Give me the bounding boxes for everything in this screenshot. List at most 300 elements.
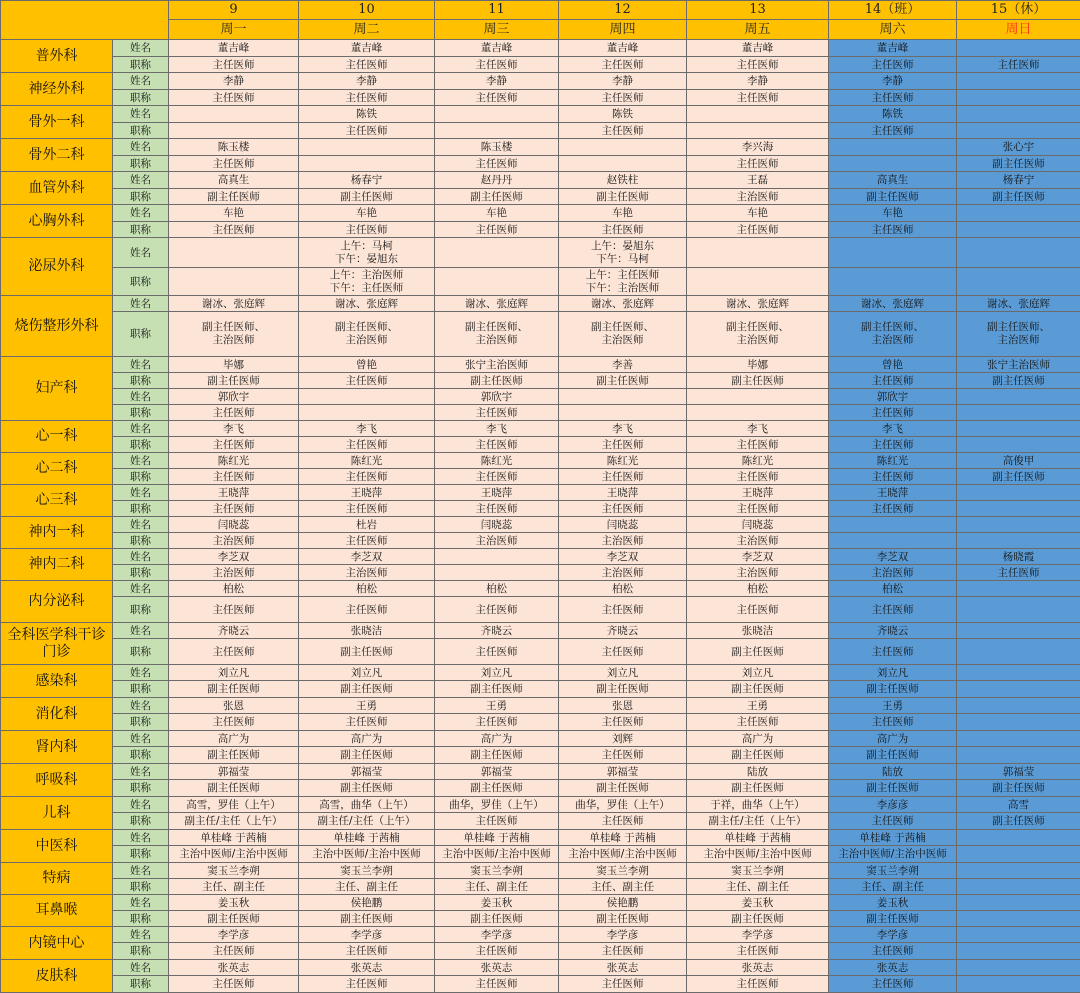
table-row	[1, 581, 1080, 597]
doctor-title-cell	[559, 405, 687, 421]
doctor-name-cell: 杨晓霞	[957, 549, 1080, 565]
table-row	[1, 501, 1080, 517]
doctor-name-cell: 闫晓蕊	[169, 517, 299, 533]
table-row	[1, 681, 1080, 698]
name-row-label: 姓名	[113, 698, 169, 714]
name-row-label: 姓名	[113, 581, 169, 597]
doctor-name-cell: 郭欣宇	[829, 389, 957, 405]
doctor-name-cell: 上午：马柯 下午：晏旭东	[299, 238, 435, 268]
table-row	[1, 698, 1080, 714]
doctor-title-cell: 主任医师	[559, 90, 687, 106]
date-header-6: 15（休）	[957, 1, 1080, 20]
name-row-label: 姓名	[113, 731, 169, 747]
table-row	[1, 90, 1080, 106]
doctor-title-cell: 主治医师	[169, 533, 299, 549]
doctor-title-cell: 主治医师	[687, 189, 829, 205]
doctor-name-cell: 李芝双	[559, 549, 687, 565]
doctor-name-cell	[559, 139, 687, 156]
doctor-title-cell: 副主任医师	[169, 373, 299, 389]
doctor-name-cell: 李静	[435, 73, 559, 90]
weekday-header-2: 周三	[435, 20, 559, 40]
doctor-title-cell: 副主任医师	[687, 747, 829, 764]
doctor-name-cell: 谢冰、张庭辉	[687, 296, 829, 312]
doctor-title-cell	[687, 268, 829, 296]
doctor-title-cell: 主任医师	[299, 57, 435, 73]
doctor-name-cell	[957, 623, 1080, 639]
table-row	[1, 312, 1080, 357]
name-row-label: 姓名	[113, 357, 169, 373]
doctor-name-cell: 李飞	[435, 421, 559, 437]
doctor-title-cell: 副主任医师	[829, 189, 957, 205]
doctor-title-cell: 主任医师	[559, 976, 687, 993]
doctor-title-cell: 副主任医师	[169, 681, 299, 698]
doctor-name-cell: 谢冰、张庭辉	[829, 296, 957, 312]
doctor-name-cell	[957, 238, 1080, 268]
doctor-title-cell: 主任医师	[169, 597, 299, 623]
department-name: 骨外二科	[1, 139, 113, 172]
doctor-name-cell: 刘立凡	[687, 665, 829, 681]
doctor-title-cell: 副主任医师	[435, 373, 559, 389]
doctor-name-cell	[435, 238, 559, 268]
title-row-label: 职称	[113, 879, 169, 895]
table-row	[1, 549, 1080, 565]
doctor-name-cell	[687, 238, 829, 268]
table-row	[1, 172, 1080, 189]
doctor-title-cell: 主任、副主任	[299, 879, 435, 895]
doctor-name-cell: 窦玉兰李朔	[435, 863, 559, 879]
doctor-title-cell: 主任医师	[687, 437, 829, 453]
doctor-name-cell: 刘立凡	[559, 665, 687, 681]
doctor-title-cell: 副主任医师	[957, 189, 1080, 205]
doctor-name-cell: 单桂峰 于茜楠	[559, 830, 687, 846]
doctor-name-cell	[829, 139, 957, 156]
doctor-name-cell: 高广为	[435, 731, 559, 747]
doctor-title-cell	[299, 405, 435, 421]
doctor-title-cell: 主任医师	[829, 405, 957, 421]
doctor-name-cell: 张英志	[169, 960, 299, 976]
doctor-name-cell: 李彦彦	[829, 797, 957, 813]
title-row-label: 职称	[113, 533, 169, 549]
name-row-label: 姓名	[113, 517, 169, 533]
doctor-name-cell: 谢冰、张庭辉	[169, 296, 299, 312]
doctor-name-cell: 李芝双	[299, 549, 435, 565]
doctor-name-cell: 郭欣宇	[435, 389, 559, 405]
doctor-title-cell: 副主任医师	[435, 681, 559, 698]
doctor-name-cell: 车艳	[687, 205, 829, 222]
doctor-title-cell	[957, 747, 1080, 764]
table-row	[1, 813, 1080, 830]
doctor-name-cell	[957, 830, 1080, 846]
doctor-title-cell: 主治医师	[829, 565, 957, 581]
table-row	[1, 421, 1080, 437]
doctor-name-cell: 李飞	[829, 421, 957, 437]
doctor-title-cell: 主任、副主任	[829, 879, 957, 895]
doctor-title-cell	[957, 533, 1080, 549]
doctor-title-cell: 主任医师	[299, 976, 435, 993]
date-header-1: 10	[299, 1, 435, 20]
doctor-name-cell: 谢冰、张庭辉	[957, 296, 1080, 312]
department-name: 泌尿外科	[1, 238, 113, 296]
title-row-label: 职称	[113, 405, 169, 421]
name-row-label: 姓名	[113, 863, 169, 879]
doctor-title-cell: 主任医师	[169, 501, 299, 517]
title-row-label: 职称	[113, 90, 169, 106]
doctor-title-cell: 主任医师	[957, 57, 1080, 73]
title-row-label: 职称	[113, 747, 169, 764]
doctor-title-cell: 副主任医师	[687, 911, 829, 927]
name-row-label: 姓名	[113, 830, 169, 846]
doctor-name-cell: 郭福莹	[957, 764, 1080, 780]
table-row	[1, 73, 1080, 90]
doctor-title-cell: 主任医师	[299, 373, 435, 389]
doctor-name-cell: 单桂峰 于茜楠	[435, 830, 559, 846]
doctor-title-cell: 副主任医师	[435, 911, 559, 927]
department-name: 消化科	[1, 698, 113, 731]
doctor-title-cell: 主任医师	[829, 501, 957, 517]
title-row-label: 职称	[113, 639, 169, 665]
doctor-title-cell: 副主任医师、 主治医师	[559, 312, 687, 357]
doctor-name-cell	[957, 205, 1080, 222]
department-name: 儿科	[1, 797, 113, 830]
doctor-title-cell	[169, 123, 299, 139]
doctor-title-cell	[829, 156, 957, 172]
name-row-label: 姓名	[113, 895, 169, 911]
doctor-title-cell: 主任医师	[687, 90, 829, 106]
doctor-name-cell: 王晓萍	[687, 485, 829, 501]
table-row	[1, 960, 1080, 976]
doctor-name-cell: 李飞	[559, 421, 687, 437]
doctor-title-cell	[957, 879, 1080, 895]
title-row-label: 职称	[113, 437, 169, 453]
doctor-title-cell: 主任医师	[687, 976, 829, 993]
doctor-title-cell: 主任医师	[299, 90, 435, 106]
doctor-name-cell	[169, 106, 299, 123]
weekday-header-1: 周二	[299, 20, 435, 40]
doctor-name-cell: 高广为	[299, 731, 435, 747]
doctor-name-cell: 车艳	[435, 205, 559, 222]
doctor-title-cell: 主任、副主任	[435, 879, 559, 895]
table-row	[1, 106, 1080, 123]
doctor-title-cell: 上午：主治医师 下午：主任医师	[299, 268, 435, 296]
doctor-title-cell: 主任医师	[435, 405, 559, 421]
department-name: 全科医学科干诊门诊	[1, 623, 113, 665]
doctor-name-cell: 高俊甲	[957, 453, 1080, 469]
doctor-name-cell: 张恩	[559, 698, 687, 714]
doctor-name-cell: 齐晓云	[559, 623, 687, 639]
table-row	[1, 665, 1080, 681]
doctor-title-cell: 主任医师	[687, 57, 829, 73]
doctor-name-cell: 齐晓云	[169, 623, 299, 639]
doctor-name-cell: 柏松	[829, 581, 957, 597]
doctor-title-cell: 主任医师	[829, 469, 957, 485]
table-row	[1, 863, 1080, 879]
doctor-name-cell: 闫晓蕊	[435, 517, 559, 533]
name-row-label: 姓名	[113, 296, 169, 312]
doctor-title-cell: 主任医师	[559, 57, 687, 73]
doctor-name-cell: 姜玉秋	[435, 895, 559, 911]
name-row-label: 姓名	[113, 238, 169, 268]
doctor-name-cell: 陈玉楼	[435, 139, 559, 156]
doctor-title-cell: 主任医师	[169, 976, 299, 993]
doctor-title-cell: 副主任医师	[559, 681, 687, 698]
table-row	[1, 437, 1080, 453]
doctor-title-cell: 副主任医师、 主治医师	[435, 312, 559, 357]
doctor-title-cell: 主任医师	[687, 222, 829, 238]
title-row-label: 职称	[113, 268, 169, 296]
doctor-name-cell: 谢冰、张庭辉	[435, 296, 559, 312]
doctor-title-cell: 主任医师	[829, 597, 957, 623]
doctor-name-cell: 王晓萍	[299, 485, 435, 501]
department-name: 内镜中心	[1, 927, 113, 960]
table-row	[1, 373, 1080, 389]
name-row-label: 姓名	[113, 960, 169, 976]
doctor-title-cell	[957, 222, 1080, 238]
doctor-name-cell: 车艳	[169, 205, 299, 222]
name-row-label: 姓名	[113, 665, 169, 681]
doctor-name-cell: 郭福莹	[169, 764, 299, 780]
doctor-name-cell: 王磊	[687, 172, 829, 189]
doctor-name-cell: 张英志	[299, 960, 435, 976]
doctor-name-cell	[957, 863, 1080, 879]
doctor-title-cell: 副主任医师	[169, 780, 299, 797]
title-row-label: 职称	[113, 57, 169, 73]
doctor-title-cell: 副主任医师	[829, 681, 957, 698]
doctor-name-cell: 张英志	[435, 960, 559, 976]
doctor-name-cell: 高雪	[957, 797, 1080, 813]
doctor-title-cell: 副主任/主任（上午）	[687, 813, 829, 830]
doctor-title-cell	[687, 405, 829, 421]
doctor-name-cell: 谢冰、张庭辉	[559, 296, 687, 312]
weekday-header-4: 周五	[687, 20, 829, 40]
doctor-name-cell	[559, 389, 687, 405]
doctor-title-cell: 主任医师	[435, 597, 559, 623]
doctor-title-cell: 主任医师	[169, 405, 299, 421]
title-row-label: 职称	[113, 714, 169, 731]
doctor-title-cell: 副主任医师	[435, 189, 559, 205]
doctor-name-cell: 李学彦	[435, 927, 559, 943]
doctor-title-cell: 主任医师	[299, 533, 435, 549]
doctor-title-cell: 主任医师	[687, 156, 829, 172]
name-row-label: 姓名	[113, 421, 169, 437]
date-header-3: 12	[559, 1, 687, 20]
doctor-title-cell: 主治医师	[169, 565, 299, 581]
doctor-name-cell: 陈红光	[299, 453, 435, 469]
department-name: 感染科	[1, 665, 113, 698]
table-row	[1, 405, 1080, 421]
doctor-name-cell: 李芝双	[169, 549, 299, 565]
table-row	[1, 639, 1080, 665]
doctor-name-cell: 李兴海	[687, 139, 829, 156]
doctor-title-cell: 副主任医师	[299, 747, 435, 764]
doctor-title-cell: 副主任医师	[435, 747, 559, 764]
doctor-name-cell: 王晓萍	[559, 485, 687, 501]
doctor-title-cell	[957, 943, 1080, 960]
title-row-label: 职称	[113, 222, 169, 238]
doctor-title-cell: 主任医师	[435, 222, 559, 238]
doctor-title-cell: 主治中医师/主治中医师	[559, 846, 687, 863]
doctor-name-cell: 闫晓蕊	[687, 517, 829, 533]
title-row-label: 职称	[113, 597, 169, 623]
doctor-name-cell: 刘辉	[559, 731, 687, 747]
doctor-title-cell: 主治医师	[687, 533, 829, 549]
doctor-name-cell: 董吉峰	[559, 40, 687, 57]
doctor-title-cell: 主治医师	[687, 565, 829, 581]
doctor-name-cell: 陈红光	[687, 453, 829, 469]
doctor-name-cell: 柏松	[169, 581, 299, 597]
doctor-title-cell: 副主任医师	[957, 780, 1080, 797]
doctor-name-cell: 高真生	[169, 172, 299, 189]
doctor-name-cell: 高真生	[829, 172, 957, 189]
doctor-title-cell: 主任医师	[559, 437, 687, 453]
title-row-label: 职称	[113, 846, 169, 863]
table-row	[1, 222, 1080, 238]
table-row	[1, 40, 1080, 57]
doctor-title-cell: 副主任医师	[299, 189, 435, 205]
doctor-name-cell	[957, 927, 1080, 943]
department-name: 普外科	[1, 40, 113, 73]
doctor-title-cell	[435, 123, 559, 139]
doctor-title-cell: 主任医师	[299, 469, 435, 485]
doctor-title-cell	[957, 714, 1080, 731]
doctor-title-cell: 副主任医师	[687, 373, 829, 389]
department-name: 烧伤整形外科	[1, 296, 113, 357]
doctor-title-cell: 主任、副主任	[169, 879, 299, 895]
doctor-title-cell: 副主任医师	[957, 373, 1080, 389]
doctor-title-cell: 副主任医师	[957, 469, 1080, 485]
doctor-name-cell: 陆放	[829, 764, 957, 780]
doctor-name-cell: 陈铁	[829, 106, 957, 123]
doctor-title-cell: 副主任医师、 主治医师	[299, 312, 435, 357]
title-row-label: 职称	[113, 312, 169, 357]
department-name: 骨外一科	[1, 106, 113, 139]
doctor-title-cell: 副主任医师	[299, 911, 435, 927]
doctor-title-cell: 主任医师	[299, 123, 435, 139]
doctor-title-cell: 主任医师	[829, 437, 957, 453]
doctor-title-cell: 主治中医师/主治中医师	[435, 846, 559, 863]
doctor-name-cell	[299, 139, 435, 156]
doctor-title-cell	[829, 533, 957, 549]
doctor-title-cell	[435, 565, 559, 581]
doctor-name-cell: 董吉峰	[435, 40, 559, 57]
doctor-name-cell: 张宁主治医师	[435, 357, 559, 373]
doctor-name-cell: 侯艳鹏	[559, 895, 687, 911]
doctor-name-cell	[957, 389, 1080, 405]
doctor-name-cell	[957, 40, 1080, 57]
doctor-name-cell	[957, 665, 1080, 681]
name-row-label: 姓名	[113, 797, 169, 813]
doctor-name-cell: 刘立凡	[169, 665, 299, 681]
doctor-title-cell: 主任医师	[559, 123, 687, 139]
doctor-name-cell: 曾艳	[299, 357, 435, 373]
doctor-title-cell: 主治医师	[559, 565, 687, 581]
doctor-name-cell: 姜玉秋	[687, 895, 829, 911]
doctor-title-cell: 副主任医师	[559, 189, 687, 205]
doctor-name-cell: 柏松	[687, 581, 829, 597]
date-header-0: 9	[169, 1, 299, 20]
doctor-title-cell: 主任医师	[687, 501, 829, 517]
doctor-name-cell: 李飞	[687, 421, 829, 437]
doctor-name-cell: 窦玉兰李朔	[687, 863, 829, 879]
doctor-name-cell: 李学彦	[829, 927, 957, 943]
doctor-name-cell	[687, 106, 829, 123]
doctor-title-cell: 主任医师	[829, 222, 957, 238]
table-row	[1, 879, 1080, 895]
doctor-title-cell: 副主任医师、 主治医师	[957, 312, 1080, 357]
doctor-name-cell: 杨春宁	[299, 172, 435, 189]
doctor-title-cell: 主任医师	[559, 747, 687, 764]
doctor-name-cell: 陈玉楼	[169, 139, 299, 156]
department-name: 血管外科	[1, 172, 113, 205]
doctor-name-cell: 高广为	[829, 731, 957, 747]
doctor-title-cell: 主任医师	[169, 57, 299, 73]
doctor-title-cell: 主任医师	[299, 222, 435, 238]
table-row	[1, 797, 1080, 813]
doctor-title-cell	[957, 90, 1080, 106]
doctor-name-cell: 陈红光	[559, 453, 687, 469]
doctor-title-cell: 副主任医师	[957, 156, 1080, 172]
title-row-label: 职称	[113, 565, 169, 581]
department-name: 神内一科	[1, 517, 113, 549]
doctor-name-cell: 郭福莹	[435, 764, 559, 780]
doctor-name-cell: 刘立凡	[829, 665, 957, 681]
doctor-title-cell: 主任医师	[559, 714, 687, 731]
doctor-name-cell	[829, 238, 957, 268]
department-name: 皮肤科	[1, 960, 113, 993]
doctor-title-cell: 主任医师	[829, 57, 957, 73]
doctor-title-cell: 主任医师	[829, 813, 957, 830]
table-row	[1, 976, 1080, 993]
doctor-name-cell: 董吉峰	[299, 40, 435, 57]
doctor-title-cell	[957, 437, 1080, 453]
table-row	[1, 389, 1080, 405]
doctor-name-cell: 李学彦	[169, 927, 299, 943]
table-row	[1, 485, 1080, 501]
doctor-title-cell: 主任医师	[829, 639, 957, 665]
doctor-title-cell: 主治医师	[559, 533, 687, 549]
doctor-name-cell	[957, 106, 1080, 123]
doctor-title-cell: 主任医师	[687, 714, 829, 731]
doctor-title-cell: 主任医师	[169, 90, 299, 106]
doctor-name-cell: 郭福莹	[299, 764, 435, 780]
weekday-header-3: 周四	[559, 20, 687, 40]
doctor-title-cell: 主任医师	[169, 943, 299, 960]
doctor-name-cell: 李学彦	[299, 927, 435, 943]
doctor-title-cell: 副主任医师	[299, 681, 435, 698]
doctor-name-cell: 张宁主治医师	[957, 357, 1080, 373]
doctor-name-cell: 李学彦	[687, 927, 829, 943]
doctor-title-cell	[957, 501, 1080, 517]
table-row	[1, 731, 1080, 747]
doctor-name-cell: 王晓萍	[829, 485, 957, 501]
department-name: 耳鼻喉	[1, 895, 113, 927]
doctor-name-cell: 张晓洁	[687, 623, 829, 639]
doctor-name-cell: 赵丹丹	[435, 172, 559, 189]
department-name: 中医科	[1, 830, 113, 863]
name-row-label: 姓名	[113, 764, 169, 780]
doctor-name-cell: 王勇	[435, 698, 559, 714]
doctor-name-cell	[299, 389, 435, 405]
doctor-name-cell	[957, 731, 1080, 747]
doctor-name-cell: 李静	[687, 73, 829, 90]
doctor-title-cell: 主任医师	[169, 714, 299, 731]
name-row-label: 姓名	[113, 40, 169, 57]
doctor-name-cell: 姜玉秋	[169, 895, 299, 911]
doctor-name-cell: 郭欣宇	[169, 389, 299, 405]
doctor-title-cell: 主治中医师/主治中医师	[299, 846, 435, 863]
name-row-label: 姓名	[113, 927, 169, 943]
doctor-name-cell: 李静	[299, 73, 435, 90]
table-row	[1, 57, 1080, 73]
